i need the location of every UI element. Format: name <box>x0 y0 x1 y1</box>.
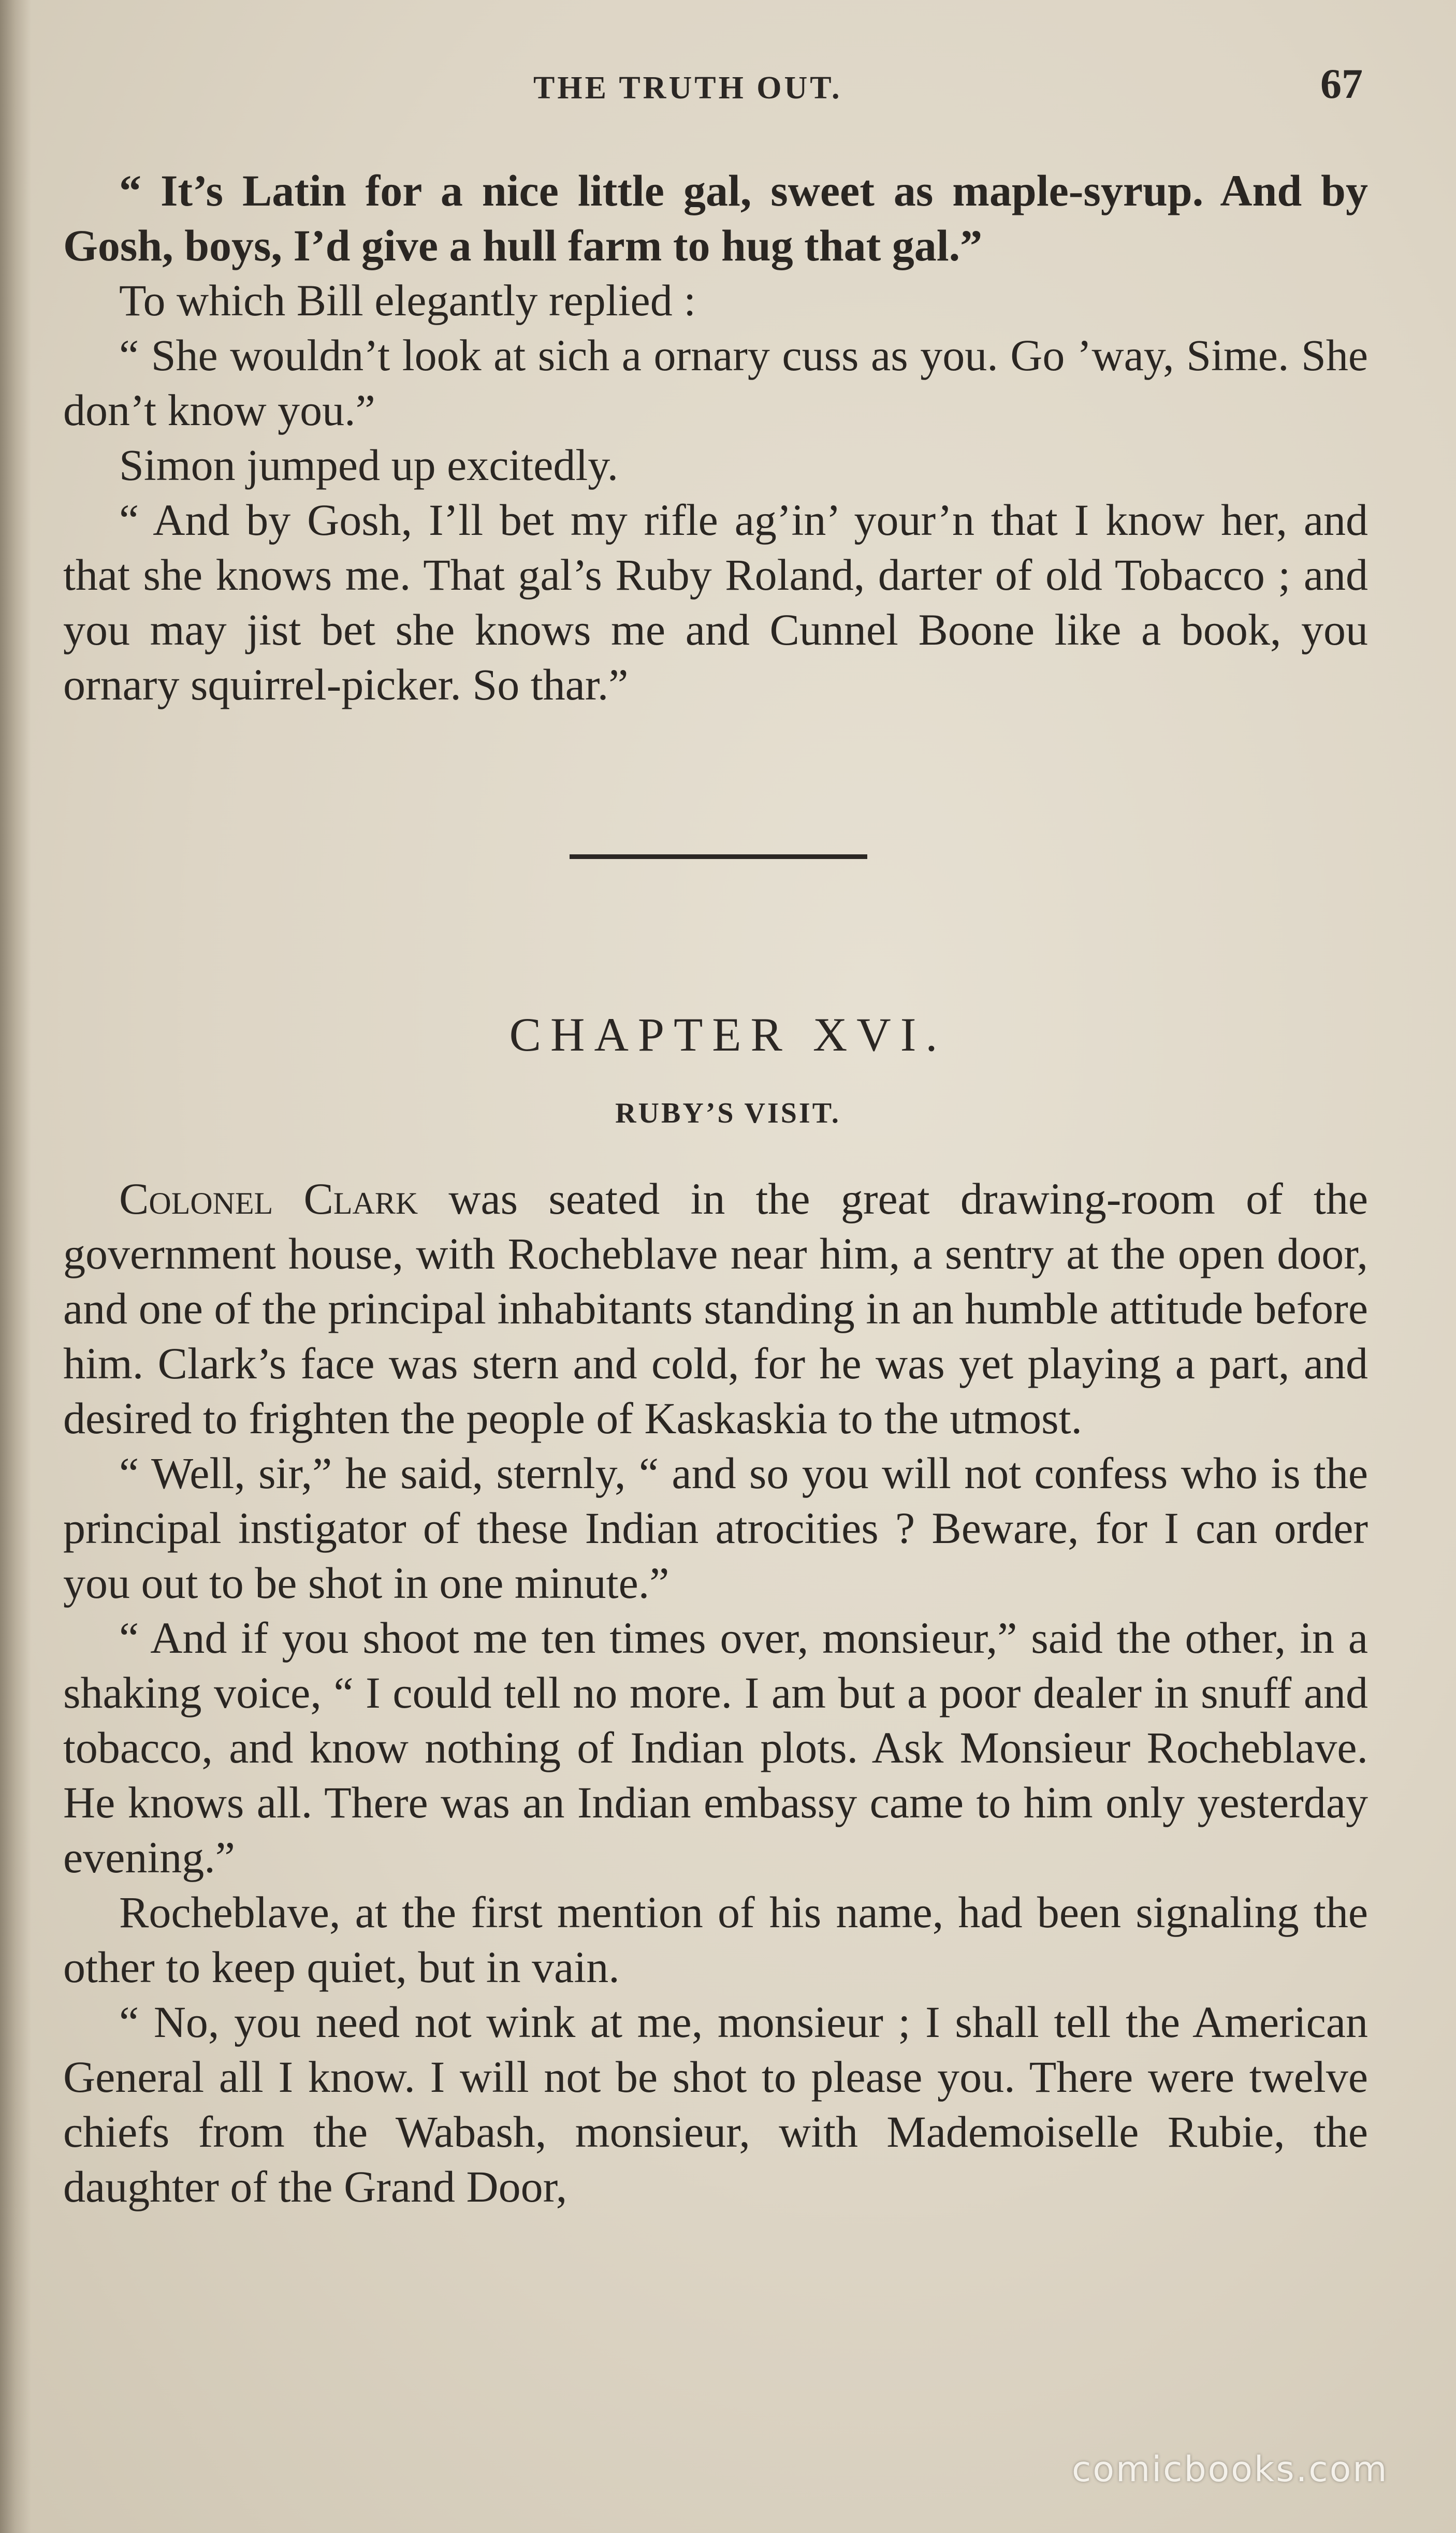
paragraph: To which Bill elegantly replied : <box>119 275 696 325</box>
chapter-opening-paragraph <box>63 1171 1368 1446</box>
section-divider-rule <box>570 854 867 859</box>
running-title: THE TRUTH OUT. <box>533 70 842 106</box>
bottom-text-block <box>63 1171 1368 2214</box>
watermark: comicbooks.com <box>1072 2449 1389 2490</box>
paragraph: “ And by Gosh, I’ll bet my rifle ag’in’ your’n that I know her, and that she knows me. That gal’s Ruby Roland, darter of old Tobacco ; and you may jist bet she knows me and Cunnel Boone like a book, you ornary squirrel-picker. So thar.” <box>63 495 1368 709</box>
chapter-subtitle: RUBY’S VISIT. <box>615 1097 841 1129</box>
chapter-title: CHAPTER XVI. <box>509 1008 947 1061</box>
paragraph: Simon jumped up excitedly. <box>119 440 619 490</box>
paragraph: “ She wouldn’t look at sich a ornary cuss as you. Go ’way, Sime. She don’t know you.” <box>63 330 1368 435</box>
paragraph: “ It’s Latin for a nice little gal, sweet as maple-syrup. And by Gosh, boys, I’d give a hull farm to hug that gal.” <box>63 166 1368 270</box>
page-number: 67 <box>1320 60 1363 107</box>
top-text-block <box>63 163 1368 712</box>
page-gutter-shadow <box>0 0 31 2533</box>
running-head <box>0 60 1456 117</box>
opening-small-caps: Colonel Clark <box>119 1174 418 1224</box>
paragraph: “ Well, sir,” he said, sternly, “ and so you will not confess who is the principal instigator of these Indian atrocities ? Beware, for I can order you out to be shot in one minute.” <box>63 1448 1368 1608</box>
paragraph: “ No, you need not wink at me, monsieur ; I shall tell the American General all I know. I will not be shot to please you. There were twelve chiefs from the Wabash, monsieur, with Mademoiselle Rubie, the daughter of the Grand Door, <box>63 1997 1368 2211</box>
paragraph: “ And if you shoot me ten times over, monsieur,” said the other, in a shaking voice, “ I could tell no more. I am but a poor dealer in snuff and tobacco, and know nothing of Indian plots. Ask Monsieur Rocheblave. He knows all. There was an Indian embassy came to him only yesterday evening.” <box>63 1613 1368 1882</box>
paragraph: Rocheblave, at the first mention of his name, had been signaling the other to keep quiet, but in vain. <box>63 1887 1368 1992</box>
opening-text: was seated in the great drawing-room of the government house, with Rocheblave near him, a sentry at the open door, and one of the principal inhabitants standing in an humble attitude before him. Clark’s face was stern and cold, for he was yet playing a part, and desired to frighten the people of Kaskaskia to the utmost. <box>63 1174 1368 1443</box>
